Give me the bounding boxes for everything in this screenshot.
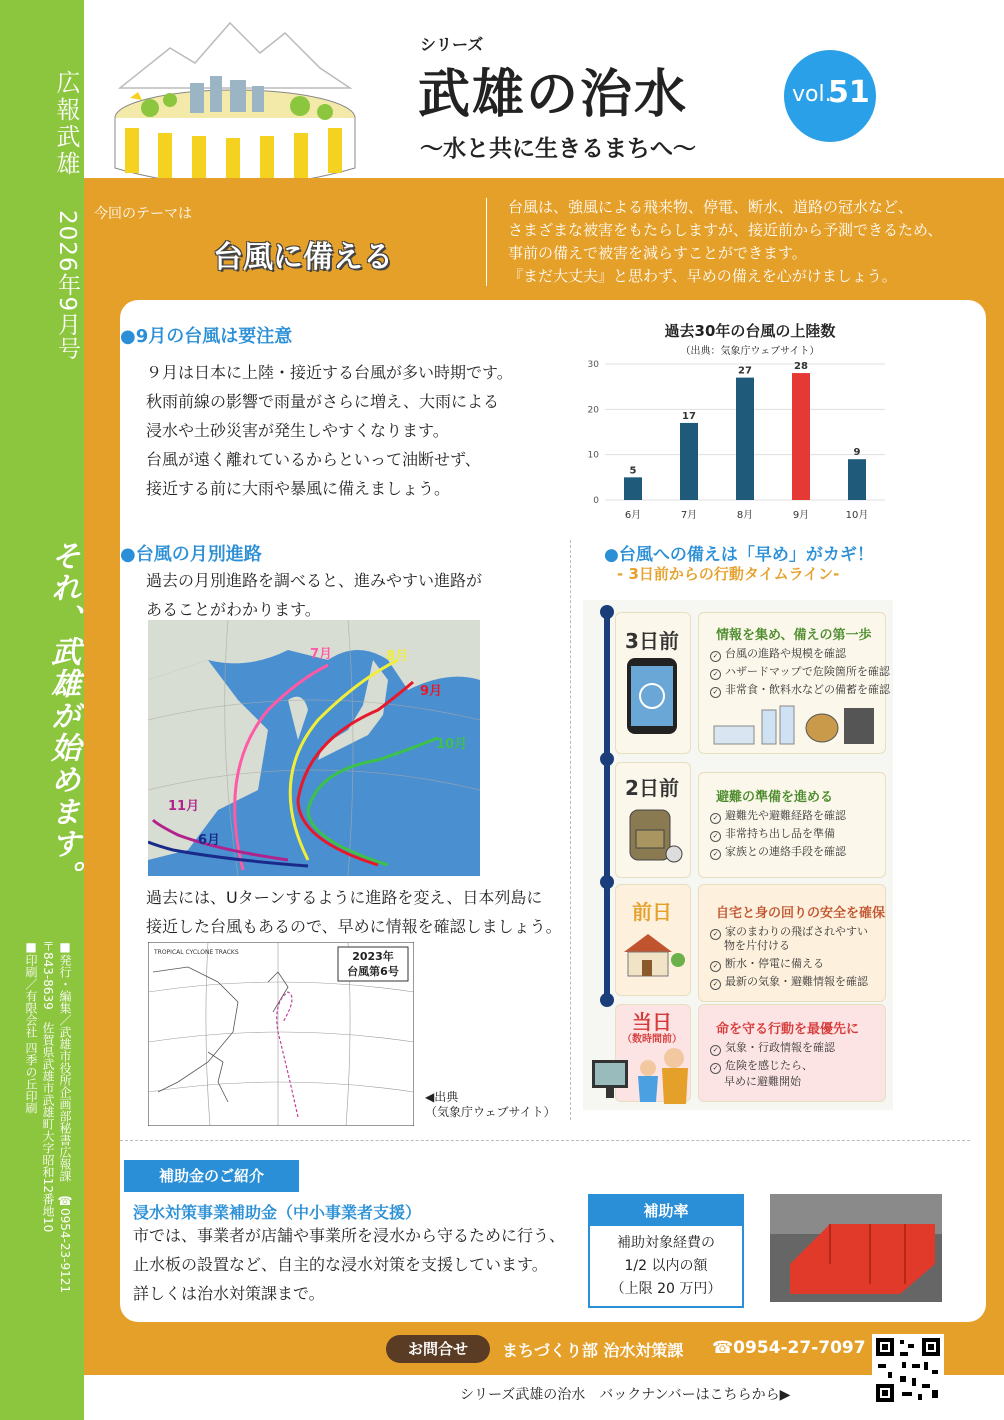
september-line: 浸水や土砂災害が発生しやすくなります。 <box>146 421 449 440</box>
step3-item-text: 最新の気象・避難情報を確認 <box>725 975 868 988</box>
slogan: それ、武雄が始めます。 <box>45 540 80 892</box>
smartphone-icon <box>625 656 679 736</box>
contact-dept: まちづくり部 治水対策課 <box>502 1341 684 1360</box>
subsidy-line: 詳しくは治水対策課まで。 <box>133 1284 325 1303</box>
theme-label: 今回のテーマは <box>94 206 192 222</box>
step1-day: 3日前 <box>625 629 679 653</box>
chart-value-label: 9 <box>853 447 861 459</box>
step1-item: ✓ ハザードマップで危険箇所を確認 <box>710 664 890 680</box>
september-line: 秋雨前線の影響で雨量がさらに増え、大雨による <box>146 392 499 411</box>
theme-divider <box>486 198 487 286</box>
step3-item: ✓ 家のまわりの飛ばされやすい <box>710 924 868 940</box>
september-line: ９月は日本に上陸・接近する台風が多い時期です。 <box>146 363 513 382</box>
volume-number: 51 <box>828 75 870 110</box>
source-line: ◀出典 <box>425 1090 459 1104</box>
chart-subtitle: （出典：気象庁ウェブサイト） <box>680 346 820 357</box>
intro-line: 『まだ大丈夫』と思わず、早めの備えを心がけましょう。 <box>508 267 897 285</box>
step4-item-text: 気象・行政情報を確認 <box>725 1041 835 1054</box>
step2-item-text: 家族との連絡手段を確認 <box>725 845 846 858</box>
emergency-supplies-icon <box>712 700 880 748</box>
step2-item: ✓ 家族との連絡手段を確認 <box>710 844 846 860</box>
map2-year: 2023年 <box>352 950 394 963</box>
chart-ytick-label: 20 <box>587 405 599 416</box>
chart-bar <box>624 477 642 500</box>
theme-intro <box>508 196 942 288</box>
step3-day: 前日 <box>632 900 672 924</box>
page-title: 武雄の治水 <box>418 65 689 125</box>
step4-item-text: 危険を感じたら、 <box>725 1059 813 1072</box>
route-label-nov: 11月 <box>168 799 200 814</box>
step1-item-text: ハザードマップで危険箇所を確認 <box>725 665 890 678</box>
intro-line: さまざまな被害をもたらしますが、接近前から予測できるため、 <box>508 221 943 239</box>
routes-after-line: 接近した台風もあるので、早めに情報を確認しましょう。 <box>146 917 562 936</box>
route-label-jun: 6月 <box>198 833 221 848</box>
step2-item-text: 避難先や避難経路を確認 <box>725 809 846 822</box>
route-label-oct: 10月 <box>436 737 468 752</box>
timeline-dot <box>600 875 614 889</box>
september-heading: ●9月の台風は要注意 <box>120 326 293 347</box>
volume-badge <box>784 50 876 142</box>
header-illustration <box>100 8 370 193</box>
september-text <box>146 358 513 503</box>
step4-day: 当日 <box>632 1010 672 1034</box>
routes-text <box>146 566 482 624</box>
side-strip <box>0 0 84 1420</box>
step4-title: 命を守る行動を最優先に <box>716 1022 860 1037</box>
timeline-line <box>604 608 610 1006</box>
step2-item: ✓ 避難先や避難経路を確認 <box>710 808 846 824</box>
timeline-dot <box>600 752 614 766</box>
route-label-aug: 8月 <box>386 649 409 664</box>
step3-item-text: 断水・停電に備える <box>725 957 824 970</box>
section-divider <box>120 1140 970 1142</box>
qr-code-icon[interactable] <box>872 1334 944 1406</box>
contact-label: お問合せ <box>386 1335 490 1363</box>
typhoon-route-map <box>148 620 480 876</box>
flood-barrier-photo <box>770 1194 942 1302</box>
routes-heading: ●台風の月別進路 <box>120 544 262 565</box>
address-line: 〒843-8639 佐賀県武雄市武雄町大字昭和12番地10 <box>41 940 55 1233</box>
step4-item: ✓ 気象・行政情報を確認 <box>710 1040 835 1056</box>
publisher-info <box>22 940 73 1293</box>
subsidy-name: 浸水対策事業補助金（中小事業者支援） <box>133 1203 422 1222</box>
step3-item-text: 家のまわりの飛ばされやすい <box>725 925 868 938</box>
backnumber-link[interactable]: シリーズ武雄の治水 バックナンバーはこちらから▶ <box>460 1387 791 1403</box>
subsidy-line: 市では、事業者が店舗や事業所を浸水から守るために行う、 <box>133 1226 566 1245</box>
chart-xtick-label: 7月 <box>680 510 698 521</box>
subsidy-rate-box <box>588 1194 744 1308</box>
timeline-subheading: - 3日前からの行動タイムライン- <box>617 565 840 583</box>
map2-name: 台風第6号 <box>347 965 399 978</box>
step1-item-text: 非常食・飲料水などの備蓄を確認 <box>725 683 890 696</box>
september-line: 台風が遠く離れているからといって油断せず、 <box>146 450 481 469</box>
step1-item: ✓ 台風の進路や規模を確認 <box>710 646 846 662</box>
step1-title: 情報を集め、備えの第一歩 <box>716 628 872 643</box>
map-source <box>425 1090 556 1120</box>
rate-body <box>590 1232 742 1301</box>
printer-line: ■印刷／有限会社 四季の丘印刷 <box>24 940 38 1114</box>
rate-line: 1/2 以内の額 <box>624 1258 708 1274</box>
house-icon <box>620 930 686 980</box>
step2-title: 避難の準備を進める <box>716 790 834 805</box>
step3-item: ✓ 最新の気象・避難情報を確認 <box>710 974 868 990</box>
subsidy-line: 止水板の設置など、自主的な浸水対策を支援しています。 <box>133 1255 548 1274</box>
routes-line: あることがわかります。 <box>146 600 321 619</box>
chart-title: 過去30年の台風の上陸数 <box>664 322 836 340</box>
timeline-heading: ●台風への備えは「早め」がカギ！ <box>604 545 874 565</box>
issue-date: 2026年9月号 <box>54 210 80 361</box>
chart-xtick-label: 10月 <box>845 510 869 521</box>
chart-xtick-label: 6月 <box>624 510 642 521</box>
rate-line: （上限 20 万円） <box>610 1281 722 1297</box>
subsidy-text <box>133 1221 565 1308</box>
intro-line: 台風は、強風による飛来物、停電、断水、道路の冠水など、 <box>508 198 914 216</box>
intro-line: 事前の備えで被害を減らすことができます。 <box>508 244 807 262</box>
timeline-dot <box>600 993 614 1007</box>
backpack-icon <box>622 800 684 866</box>
routes-after-text <box>146 883 562 941</box>
theme-title: 台風に備える <box>213 240 393 275</box>
september-line: 接近する前に大雨や暴風に備えましょう。 <box>146 479 451 498</box>
step2-item-text: 非常持ち出し品を準備 <box>725 827 835 840</box>
step1-item: ✓ 非常食・飲料水などの備蓄を確認 <box>710 682 890 698</box>
volume-prefix: vol. <box>792 82 832 107</box>
landfall-bar-chart <box>585 352 895 527</box>
rate-line: 補助対象経費の <box>617 1235 715 1251</box>
route-label-sep: 9月 <box>420 684 443 699</box>
chart-value-label: 5 <box>629 465 637 477</box>
step4-item-cont: 早めに避難開始 <box>724 1075 801 1088</box>
step2-day: 2日前 <box>625 776 679 800</box>
chart-ytick-label: 0 <box>593 496 599 506</box>
evacuating-family-icon <box>590 1040 700 1106</box>
column-divider <box>570 540 572 1120</box>
chart-xtick-label: 9月 <box>792 510 810 521</box>
chart-bar <box>848 459 866 500</box>
chart-ytick-label: 10 <box>587 450 599 461</box>
typhoon-6-track-map <box>148 942 414 1126</box>
chart-value-label: 28 <box>794 361 808 373</box>
step1-item-text: 台風の進路や規模を確認 <box>725 647 846 660</box>
rate-title: 補助率 <box>590 1196 742 1226</box>
step4-day-sub: （数時間前） <box>622 1034 682 1045</box>
step3-item-cont: 物を片付ける <box>724 939 790 952</box>
contact-tel: ☎0954-27-7097 <box>712 1338 866 1358</box>
chart-value-label: 17 <box>682 410 696 422</box>
step3-item: ✓ 断水・停電に備える <box>710 956 824 972</box>
chart-bar <box>792 373 810 500</box>
page-subtitle: 〜水と共に生きるまちへ〜 <box>420 136 696 162</box>
chart-bar <box>736 378 754 500</box>
timeline-dot <box>600 605 614 619</box>
chart-bar <box>680 423 698 500</box>
step3-title: 自宅と身の回りの安全を確保 <box>716 906 886 921</box>
publisher-line: ■発行・編集／武雄市役所企画部秘書広報課 ☎0954-23-9121 <box>58 940 72 1294</box>
chart-value-label: 27 <box>738 365 752 377</box>
step2-item: ✓ 非常持ち出し品を準備 <box>710 826 835 842</box>
subsidy-tag: 補助金のご紹介 <box>124 1160 299 1192</box>
routes-line: 過去の月別進路を調べると、進みやすい進路が <box>146 571 483 590</box>
magazine-name: 広報武雄 <box>52 70 80 178</box>
chart-xtick-label: 8月 <box>736 510 754 521</box>
routes-after-line: 過去には、Uターンするように進路を変え、日本列島に <box>146 888 543 907</box>
map2-caption: TROPICAL CYCLONE TRACKS <box>154 949 239 956</box>
route-label-jul: 7月 <box>310 647 333 662</box>
step4-item: ✓ 危険を感じたら、 <box>710 1058 813 1074</box>
series-label: シリーズ <box>420 35 484 54</box>
source-line: （気象庁ウェブサイト） <box>425 1105 556 1119</box>
chart-ytick-label: 30 <box>587 360 599 370</box>
